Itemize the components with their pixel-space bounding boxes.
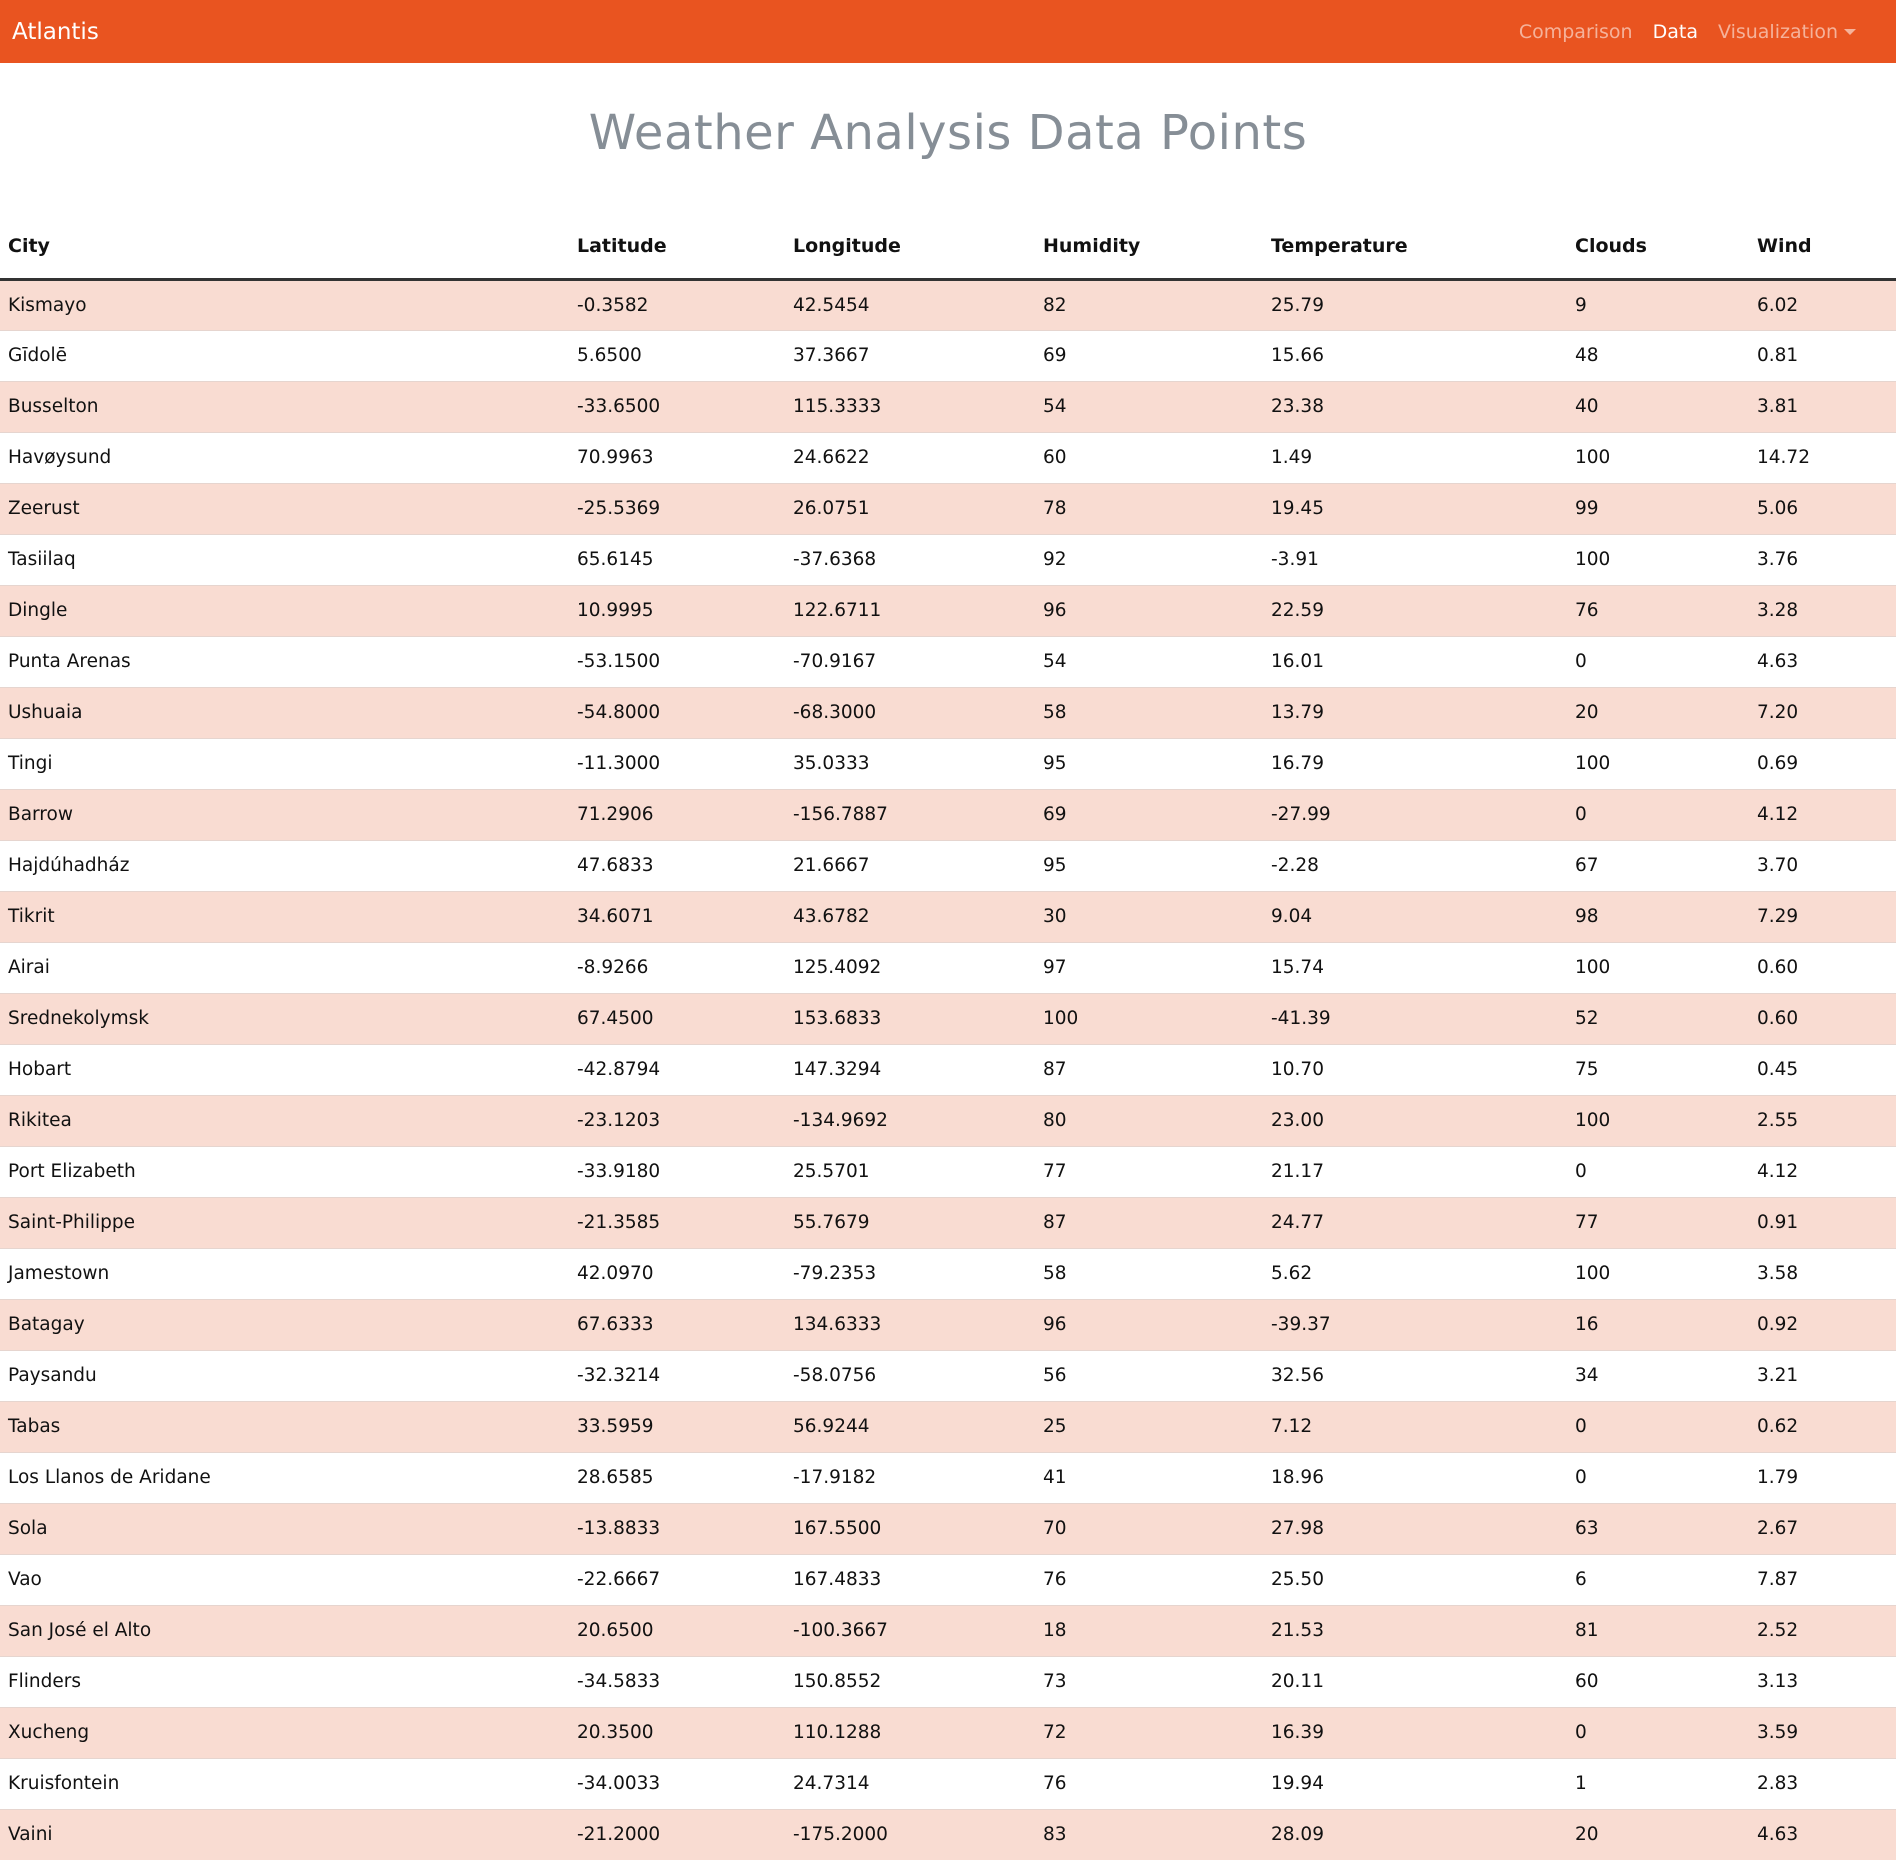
cell-temperature: 27.98	[1263, 1503, 1567, 1554]
cell-humidity: 18	[1035, 1605, 1263, 1656]
cell-wind: 3.59	[1749, 1707, 1896, 1758]
page-title: Weather Analysis Data Points	[588, 105, 1308, 161]
cell-wind: 4.63	[1749, 636, 1896, 687]
cell-humidity: 30	[1035, 891, 1263, 942]
cell-clouds: 77	[1567, 1197, 1749, 1248]
cell-humidity: 82	[1035, 279, 1263, 330]
cell-temperature: 18.96	[1263, 1452, 1567, 1503]
cell-latitude: 71.2906	[569, 789, 785, 840]
cell-city: Dingle	[0, 585, 569, 636]
cell-clouds: 99	[1567, 483, 1749, 534]
cell-humidity: 76	[1035, 1554, 1263, 1605]
table-row	[0, 942, 1896, 993]
cell-humidity: 92	[1035, 534, 1263, 585]
cell-wind: 3.21	[1749, 1350, 1896, 1401]
cell-longitude: 125.4092	[785, 942, 1035, 993]
cell-latitude: 42.0970	[569, 1248, 785, 1299]
cell-wind: 0.69	[1749, 738, 1896, 789]
cell-latitude: -34.0033	[569, 1758, 785, 1809]
cell-longitude: 56.9244	[785, 1401, 1035, 1452]
table-row	[0, 1095, 1896, 1146]
cell-latitude: -32.3214	[569, 1350, 785, 1401]
cell-clouds: 100	[1567, 432, 1749, 483]
cell-temperature: 21.53	[1263, 1605, 1567, 1656]
cell-humidity: 72	[1035, 1707, 1263, 1758]
cell-wind: 6.02	[1749, 279, 1896, 330]
cell-humidity: 69	[1035, 330, 1263, 381]
cell-latitude: -23.1203	[569, 1095, 785, 1146]
column-header-clouds: Clouds	[1567, 215, 1749, 279]
cell-temperature: 22.59	[1263, 585, 1567, 636]
cell-temperature: 19.94	[1263, 1758, 1567, 1809]
cell-clouds: 76	[1567, 585, 1749, 636]
cell-humidity: 80	[1035, 1095, 1263, 1146]
cell-latitude: -8.9266	[569, 942, 785, 993]
cell-city: Kruisfontein	[0, 1758, 569, 1809]
cell-clouds: 100	[1567, 534, 1749, 585]
cell-clouds: 98	[1567, 891, 1749, 942]
cell-wind: 3.76	[1749, 534, 1896, 585]
table-row	[0, 840, 1896, 891]
navbar	[0, 0, 1896, 63]
nav-data[interactable]: Data	[1652, 20, 1698, 43]
cell-latitude: -33.6500	[569, 381, 785, 432]
cell-temperature: 21.17	[1263, 1146, 1567, 1197]
cell-city: Paysandu	[0, 1350, 569, 1401]
column-header-latitude: Latitude	[569, 215, 785, 279]
cell-clouds: 34	[1567, 1350, 1749, 1401]
cell-longitude: 147.3294	[785, 1044, 1035, 1095]
column-header-temperature: Temperature	[1263, 215, 1567, 279]
cell-humidity: 77	[1035, 1146, 1263, 1197]
nav-links	[1519, 0, 1856, 63]
table-row	[0, 1707, 1896, 1758]
cell-city: Vao	[0, 1554, 569, 1605]
cell-temperature: 15.74	[1263, 942, 1567, 993]
table-row	[0, 1452, 1896, 1503]
cell-humidity: 87	[1035, 1197, 1263, 1248]
cell-temperature: 10.70	[1263, 1044, 1567, 1095]
cell-latitude: 28.6585	[569, 1452, 785, 1503]
table-row	[0, 1503, 1896, 1554]
cell-city: Tabas	[0, 1401, 569, 1452]
cell-wind: 3.28	[1749, 585, 1896, 636]
cell-humidity: 54	[1035, 636, 1263, 687]
cell-latitude: -54.8000	[569, 687, 785, 738]
cell-clouds: 100	[1567, 1095, 1749, 1146]
cell-city: San José el Alto	[0, 1605, 569, 1656]
cell-humidity: 96	[1035, 585, 1263, 636]
cell-temperature: -39.37	[1263, 1299, 1567, 1350]
cell-city: Los Llanos de Aridane	[0, 1452, 569, 1503]
cell-longitude: 134.6333	[785, 1299, 1035, 1350]
cell-temperature: -41.39	[1263, 993, 1567, 1044]
table-row	[0, 1350, 1896, 1401]
cell-clouds: 67	[1567, 840, 1749, 891]
cell-longitude: 43.6782	[785, 891, 1035, 942]
cell-wind: 4.63	[1749, 1809, 1896, 1860]
cell-humidity: 95	[1035, 738, 1263, 789]
cell-temperature: 32.56	[1263, 1350, 1567, 1401]
cell-city: Sola	[0, 1503, 569, 1554]
cell-wind: 4.12	[1749, 1146, 1896, 1197]
cell-clouds: 63	[1567, 1503, 1749, 1554]
cell-longitude: -134.9692	[785, 1095, 1035, 1146]
cell-longitude: -79.2353	[785, 1248, 1035, 1299]
table-row	[0, 534, 1896, 585]
cell-wind: 2.55	[1749, 1095, 1896, 1146]
table-row	[0, 279, 1896, 330]
cell-longitude: -70.9167	[785, 636, 1035, 687]
cell-clouds: 6	[1567, 1554, 1749, 1605]
cell-city: Xucheng	[0, 1707, 569, 1758]
cell-wind: 0.62	[1749, 1401, 1896, 1452]
cell-humidity: 96	[1035, 1299, 1263, 1350]
cell-temperature: 9.04	[1263, 891, 1567, 942]
cell-city: Rikitea	[0, 1095, 569, 1146]
cell-wind: 0.92	[1749, 1299, 1896, 1350]
cell-clouds: 0	[1567, 1401, 1749, 1452]
cell-wind: 7.87	[1749, 1554, 1896, 1605]
cell-humidity: 25	[1035, 1401, 1263, 1452]
cell-city: Ushuaia	[0, 687, 569, 738]
cell-clouds: 0	[1567, 1707, 1749, 1758]
cell-humidity: 41	[1035, 1452, 1263, 1503]
cell-longitude: 21.6667	[785, 840, 1035, 891]
cell-temperature: 20.11	[1263, 1656, 1567, 1707]
cell-latitude: -53.1500	[569, 636, 785, 687]
cell-longitude: -68.3000	[785, 687, 1035, 738]
cell-wind: 4.12	[1749, 789, 1896, 840]
cell-humidity: 70	[1035, 1503, 1263, 1554]
cell-temperature: 7.12	[1263, 1401, 1567, 1452]
cell-clouds: 60	[1567, 1656, 1749, 1707]
nav-comparison[interactable]: Comparison	[1518, 20, 1633, 43]
cell-temperature: 19.45	[1263, 483, 1567, 534]
cell-temperature: 16.79	[1263, 738, 1567, 789]
cell-longitude: -17.9182	[785, 1452, 1035, 1503]
cell-longitude: 24.6622	[785, 432, 1035, 483]
cell-humidity: 83	[1035, 1809, 1263, 1860]
cell-city: Flinders	[0, 1656, 569, 1707]
cell-clouds: 48	[1567, 330, 1749, 381]
cell-latitude: 10.9995	[569, 585, 785, 636]
cell-longitude: 150.8552	[785, 1656, 1035, 1707]
cell-humidity: 97	[1035, 942, 1263, 993]
cell-longitude: -58.0756	[785, 1350, 1035, 1401]
cell-longitude: -175.2000	[785, 1809, 1035, 1860]
table-row	[0, 1401, 1896, 1452]
column-header-humidity: Humidity	[1035, 215, 1263, 279]
cell-clouds: 1	[1567, 1758, 1749, 1809]
nav-visualization-label: Visualization	[1717, 20, 1838, 43]
cell-longitude: 122.6711	[785, 585, 1035, 636]
cell-clouds: 0	[1567, 789, 1749, 840]
cell-latitude: 65.6145	[569, 534, 785, 585]
cell-humidity: 56	[1035, 1350, 1263, 1401]
table-row	[0, 738, 1896, 789]
cell-city: Port Elizabeth	[0, 1146, 569, 1197]
cell-clouds: 100	[1567, 738, 1749, 789]
cell-clouds: 20	[1567, 687, 1749, 738]
cell-latitude: -22.6667	[569, 1554, 785, 1605]
cell-clouds: 81	[1567, 1605, 1749, 1656]
table-row	[0, 585, 1896, 636]
cell-wind: 2.83	[1749, 1758, 1896, 1809]
cell-latitude: -13.8833	[569, 1503, 785, 1554]
cell-city: Punta Arenas	[0, 636, 569, 687]
cell-wind: 5.06	[1749, 483, 1896, 534]
table-row	[0, 1656, 1896, 1707]
cell-humidity: 54	[1035, 381, 1263, 432]
table-row	[0, 1248, 1896, 1299]
cell-wind: 3.81	[1749, 381, 1896, 432]
cell-city: Busselton	[0, 381, 569, 432]
cell-latitude: -42.8794	[569, 1044, 785, 1095]
cell-wind: 0.60	[1749, 993, 1896, 1044]
column-header-wind: Wind	[1749, 215, 1896, 279]
cell-humidity: 60	[1035, 432, 1263, 483]
cell-latitude: 47.6833	[569, 840, 785, 891]
cell-wind: 7.29	[1749, 891, 1896, 942]
cell-temperature: -3.91	[1263, 534, 1567, 585]
table-row	[0, 636, 1896, 687]
cell-latitude: -0.3582	[569, 279, 785, 330]
table-row	[0, 330, 1896, 381]
cell-clouds: 40	[1567, 381, 1749, 432]
table-header-row	[0, 215, 1896, 279]
cell-city: Hobart	[0, 1044, 569, 1095]
table-row	[0, 483, 1896, 534]
cell-humidity: 73	[1035, 1656, 1263, 1707]
cell-latitude: 33.5959	[569, 1401, 785, 1452]
cell-city: Srednekolymsk	[0, 993, 569, 1044]
cell-latitude: 67.4500	[569, 993, 785, 1044]
table-row	[0, 1809, 1896, 1860]
cell-humidity: 95	[1035, 840, 1263, 891]
cell-city: Hajdúhadház	[0, 840, 569, 891]
cell-humidity: 76	[1035, 1758, 1263, 1809]
cell-longitude: 37.3667	[785, 330, 1035, 381]
cell-longitude: 35.0333	[785, 738, 1035, 789]
cell-longitude: 167.4833	[785, 1554, 1035, 1605]
cell-latitude: -34.5833	[569, 1656, 785, 1707]
cell-wind: 2.67	[1749, 1503, 1896, 1554]
cell-humidity: 69	[1035, 789, 1263, 840]
table-row	[0, 381, 1896, 432]
cell-longitude: -156.7887	[785, 789, 1035, 840]
cell-clouds: 20	[1567, 1809, 1749, 1860]
cell-temperature: 24.77	[1263, 1197, 1567, 1248]
cell-wind: 0.91	[1749, 1197, 1896, 1248]
cell-clouds: 0	[1567, 1146, 1749, 1197]
cell-temperature: 15.66	[1263, 330, 1567, 381]
cell-temperature: 23.00	[1263, 1095, 1567, 1146]
cell-wind: 3.13	[1749, 1656, 1896, 1707]
table-row	[0, 1758, 1896, 1809]
cell-temperature: 13.79	[1263, 687, 1567, 738]
cell-longitude: 115.3333	[785, 381, 1035, 432]
cell-city: Tikrit	[0, 891, 569, 942]
table-row	[0, 1197, 1896, 1248]
cell-longitude: 24.7314	[785, 1758, 1035, 1809]
cell-temperature: -2.28	[1263, 840, 1567, 891]
cell-latitude: -25.5369	[569, 483, 785, 534]
cell-wind: 0.81	[1749, 330, 1896, 381]
cell-temperature: 1.49	[1263, 432, 1567, 483]
cell-city: Jamestown	[0, 1248, 569, 1299]
table-row	[0, 1044, 1896, 1095]
cell-longitude: -100.3667	[785, 1605, 1035, 1656]
cell-longitude: 153.6833	[785, 993, 1035, 1044]
weather-table	[0, 215, 1896, 1860]
cell-temperature: 5.62	[1263, 1248, 1567, 1299]
cell-temperature: 28.09	[1263, 1809, 1567, 1860]
table-row	[0, 993, 1896, 1044]
cell-temperature: 23.38	[1263, 381, 1567, 432]
cell-city: Vaini	[0, 1809, 569, 1860]
table-row	[0, 687, 1896, 738]
cell-humidity: 100	[1035, 993, 1263, 1044]
cell-latitude: 20.6500	[569, 1605, 785, 1656]
cell-city: Havøysund	[0, 432, 569, 483]
cell-latitude: 67.6333	[569, 1299, 785, 1350]
cell-clouds: 0	[1567, 1452, 1749, 1503]
table-row	[0, 789, 1896, 840]
cell-temperature: 16.01	[1263, 636, 1567, 687]
cell-humidity: 58	[1035, 1248, 1263, 1299]
table-row	[0, 1299, 1896, 1350]
cell-city: Gīdolē	[0, 330, 569, 381]
cell-latitude: -21.2000	[569, 1809, 785, 1860]
cell-humidity: 87	[1035, 1044, 1263, 1095]
cell-temperature: 16.39	[1263, 1707, 1567, 1758]
cell-city: Barrow	[0, 789, 569, 840]
cell-city: Tingi	[0, 738, 569, 789]
cell-clouds: 0	[1567, 636, 1749, 687]
cell-longitude: 26.0751	[785, 483, 1035, 534]
brand-link[interactable]: Atlantis	[12, 18, 99, 45]
cell-wind: 2.52	[1749, 1605, 1896, 1656]
cell-latitude: -11.3000	[569, 738, 785, 789]
cell-latitude: 70.9963	[569, 432, 785, 483]
cell-clouds: 100	[1567, 1248, 1749, 1299]
cell-longitude: 110.1288	[785, 1707, 1035, 1758]
column-header-city: City	[0, 215, 569, 279]
cell-temperature: 25.50	[1263, 1554, 1567, 1605]
cell-temperature: -27.99	[1263, 789, 1567, 840]
caret-down-icon	[1844, 29, 1856, 35]
cell-clouds: 52	[1567, 993, 1749, 1044]
cell-wind: 7.20	[1749, 687, 1896, 738]
cell-clouds: 75	[1567, 1044, 1749, 1095]
cell-clouds: 16	[1567, 1299, 1749, 1350]
cell-latitude: 20.3500	[569, 1707, 785, 1758]
cell-clouds: 100	[1567, 942, 1749, 993]
cell-wind: 0.60	[1749, 942, 1896, 993]
table-row	[0, 1146, 1896, 1197]
table-row	[0, 1605, 1896, 1656]
cell-city: Kismayo	[0, 279, 569, 330]
cell-temperature: 25.79	[1263, 279, 1567, 330]
nav-visualization-dropdown[interactable]	[1718, 21, 1856, 43]
cell-latitude: -33.9180	[569, 1146, 785, 1197]
cell-wind: 0.45	[1749, 1044, 1896, 1095]
table-row	[0, 1554, 1896, 1605]
cell-wind: 3.58	[1749, 1248, 1896, 1299]
cell-clouds: 9	[1567, 279, 1749, 330]
cell-wind: 3.70	[1749, 840, 1896, 891]
column-header-longitude: Longitude	[785, 215, 1035, 279]
cell-longitude: 25.5701	[785, 1146, 1035, 1197]
cell-wind: 14.72	[1749, 432, 1896, 483]
cell-latitude: 5.6500	[569, 330, 785, 381]
cell-city: Zeerust	[0, 483, 569, 534]
cell-humidity: 78	[1035, 483, 1263, 534]
cell-longitude: 167.5500	[785, 1503, 1035, 1554]
cell-longitude: -37.6368	[785, 534, 1035, 585]
cell-longitude: 55.7679	[785, 1197, 1035, 1248]
cell-city: Airai	[0, 942, 569, 993]
cell-city: Tasiilaq	[0, 534, 569, 585]
cell-longitude: 42.5454	[785, 279, 1035, 330]
cell-latitude: -21.3585	[569, 1197, 785, 1248]
cell-city: Batagay	[0, 1299, 569, 1350]
cell-city: Saint-Philippe	[0, 1197, 569, 1248]
cell-wind: 1.79	[1749, 1452, 1896, 1503]
cell-latitude: 34.6071	[569, 891, 785, 942]
table-row	[0, 891, 1896, 942]
cell-humidity: 58	[1035, 687, 1263, 738]
table-row	[0, 432, 1896, 483]
